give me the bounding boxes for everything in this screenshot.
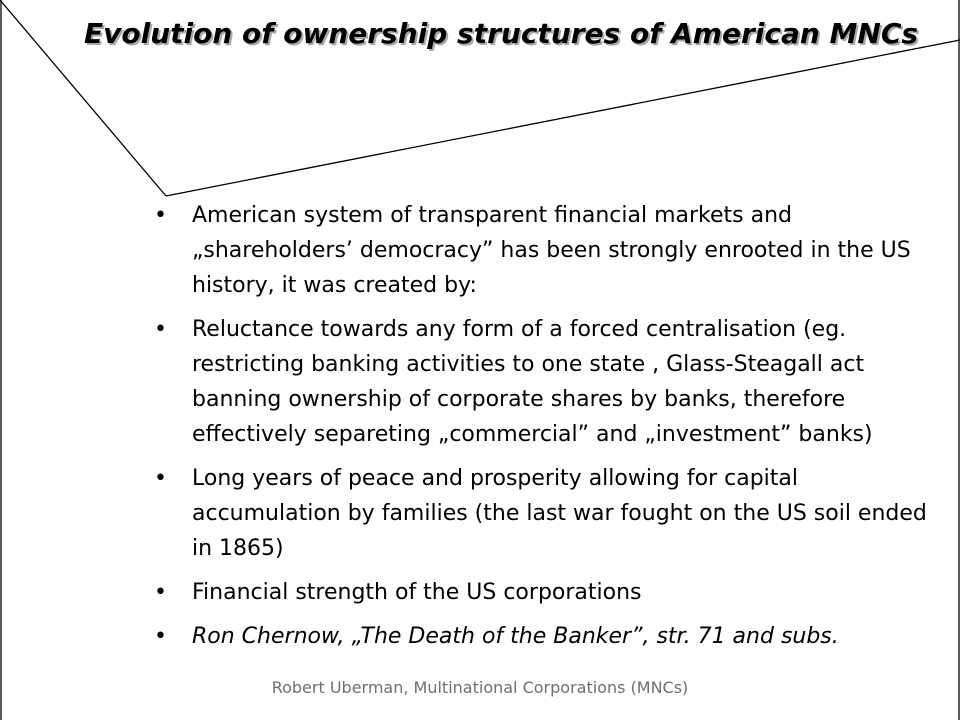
bullet-text: American system of transparent financial markets and „shareholders’ democracy” has been strongly enrooted in the US history, it was created by:: [192, 203, 911, 298]
bullet-dot: •: [154, 317, 167, 342]
bullet-item: [150, 198, 940, 303]
bullet-item: [150, 312, 940, 452]
bullet-text: Long years of peace and prosperity allowing for capital accumulation by families (the last war fought on the US soil ended in 1865): [192, 466, 927, 561]
frame-slanted-line: [166, 40, 960, 196]
bullet-dot: •: [154, 466, 167, 491]
bullet-item-citation: [150, 619, 940, 654]
slide-title: Evolution of ownership structures of American MNCs: [84, 17, 919, 50]
bullet-text: Financial strength of the US corporations: [192, 580, 642, 605]
bullet-text: Reluctance towards any form of a forced centralisation (eg. restricting banking activities to one state , Glass-Steagall act banning ownership of corporate shares by banks, therefore effectively separeting „commercial” and „investment” banks): [192, 317, 873, 447]
bullet-item: [150, 461, 940, 566]
bullet-text: Ron Chernow, „The Death of the Banker”, str. 71 and subs.: [192, 624, 839, 649]
bullet-dot: •: [154, 580, 167, 605]
bullet-list: [150, 198, 940, 663]
bullet-item: [150, 575, 940, 610]
bullet-dot: •: [154, 203, 167, 228]
bullet-dot: •: [154, 624, 167, 649]
slide-footer: Robert Uberman, Multinational Corporations (MNCs): [271, 678, 689, 697]
